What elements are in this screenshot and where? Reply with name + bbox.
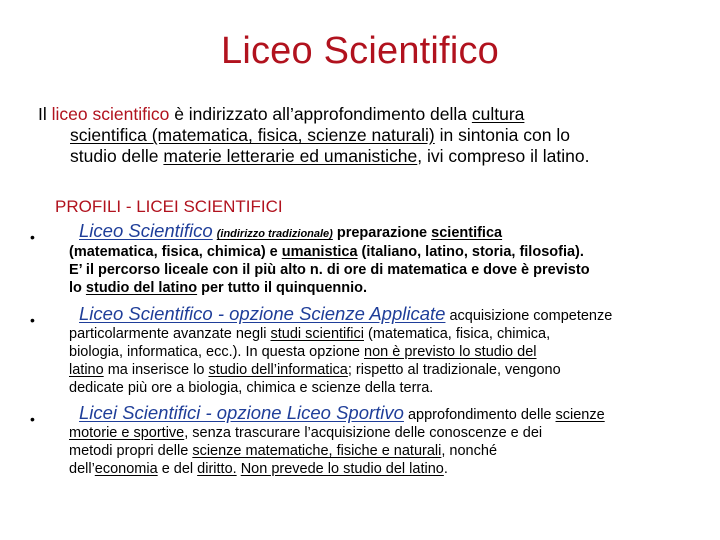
- item-head: [79, 305, 709, 325]
- intro-text: è indirizzato all’approfondimento della: [169, 104, 472, 124]
- item-note: (indirizzo tradizionale): [216, 228, 333, 240]
- item-title: Licei Scientifici - opzione Liceo Sportivo: [79, 402, 404, 423]
- profili-heading: PROFILI - LICEI SCIENTIFICI: [55, 197, 283, 216]
- item-underline: motorie e sportive: [69, 425, 185, 441]
- item-text: .: [443, 461, 448, 477]
- item-text: dell’: [69, 461, 95, 477]
- item-text: E’ il percorso liceale con il più alto n. di ore di matematica e dove è previsto: [69, 262, 590, 278]
- item-underline: economia: [94, 461, 158, 477]
- item-text: approfondimento delle: [403, 407, 556, 423]
- intro-underline-materie: materie letterarie ed umanistiche: [163, 146, 418, 166]
- item-text: (italiano, latino, storia, filosofia).: [357, 244, 584, 260]
- intro-text: , ivi compreso il latino.: [417, 146, 590, 166]
- intro-line-3: [38, 146, 698, 167]
- item-underline: scienze matematiche, fisiche e naturali: [192, 443, 442, 459]
- item-title: Liceo Scientifico - opzione Scienze Applicate: [79, 303, 446, 324]
- item-text: lo: [69, 280, 86, 296]
- item-text: metodi propri delle: [69, 443, 193, 459]
- item-underline: studi scientifici: [270, 326, 364, 342]
- intro-paragraph: [38, 104, 698, 167]
- intro-line-2: [38, 125, 698, 146]
- item-text: (matematica, fisica, chimica) e: [69, 244, 282, 260]
- item-underline: latino: [69, 362, 104, 378]
- list-item-sportivo: [69, 404, 709, 478]
- item-head: [79, 404, 709, 424]
- item-text: , nonché: [441, 443, 498, 459]
- list-item-tradizionale: [69, 222, 709, 297]
- intro-highlight: liceo scientifico: [51, 104, 170, 124]
- item-text: preparazione: [332, 225, 432, 241]
- item-text: ; rispetto al tradizionale, vengono: [347, 362, 561, 378]
- item-underline: non è previsto lo studio del: [364, 344, 537, 360]
- item-text: e del: [157, 461, 198, 477]
- intro-text: Il: [38, 104, 52, 124]
- item-head: [79, 222, 709, 243]
- item-text: particolarmente avanzate negli: [69, 326, 271, 342]
- item-underline: studio dell’informatica: [208, 362, 348, 378]
- item-text: ma inserisce lo: [103, 362, 209, 378]
- item-text: per tutto il quinquennio.: [197, 280, 368, 296]
- item-text: dedicate più ore a biologia, chimica e scienze della terra.: [69, 380, 434, 396]
- item-text: acquisizione competenze: [445, 308, 613, 324]
- item-text: , senza trascurare l’acquisizione delle conoscenze e dei: [184, 425, 543, 441]
- slide-title: Liceo Scientifico: [221, 30, 499, 72]
- intro-underline-scientifica: scientifica (matematica, fisica, scienze naturali): [70, 125, 435, 145]
- intro-text: in sintonia con lo: [434, 125, 570, 145]
- item-underline: scientifica: [431, 225, 503, 241]
- item-underline: diritto.: [197, 461, 237, 477]
- item-underline: studio del latino: [85, 280, 198, 296]
- intro-underline-cultura: cultura: [471, 104, 525, 124]
- item-title: Liceo Scientifico: [79, 220, 213, 241]
- item-underline: Non prevede lo studio del latino: [240, 461, 444, 477]
- item-text: biologia, informatica, ecc.). In questa opzione: [69, 344, 364, 360]
- bullet-icon: •: [30, 229, 35, 245]
- intro-text: studio delle: [70, 146, 164, 166]
- list-item-scienze-applicate: [69, 305, 709, 397]
- bullet-icon: •: [30, 312, 35, 328]
- bullet-icon: •: [30, 411, 35, 427]
- item-text: (matematica, fisica, chimica,: [364, 326, 551, 342]
- item-underline: umanistica: [281, 244, 358, 260]
- item-underline: scienze: [555, 407, 605, 423]
